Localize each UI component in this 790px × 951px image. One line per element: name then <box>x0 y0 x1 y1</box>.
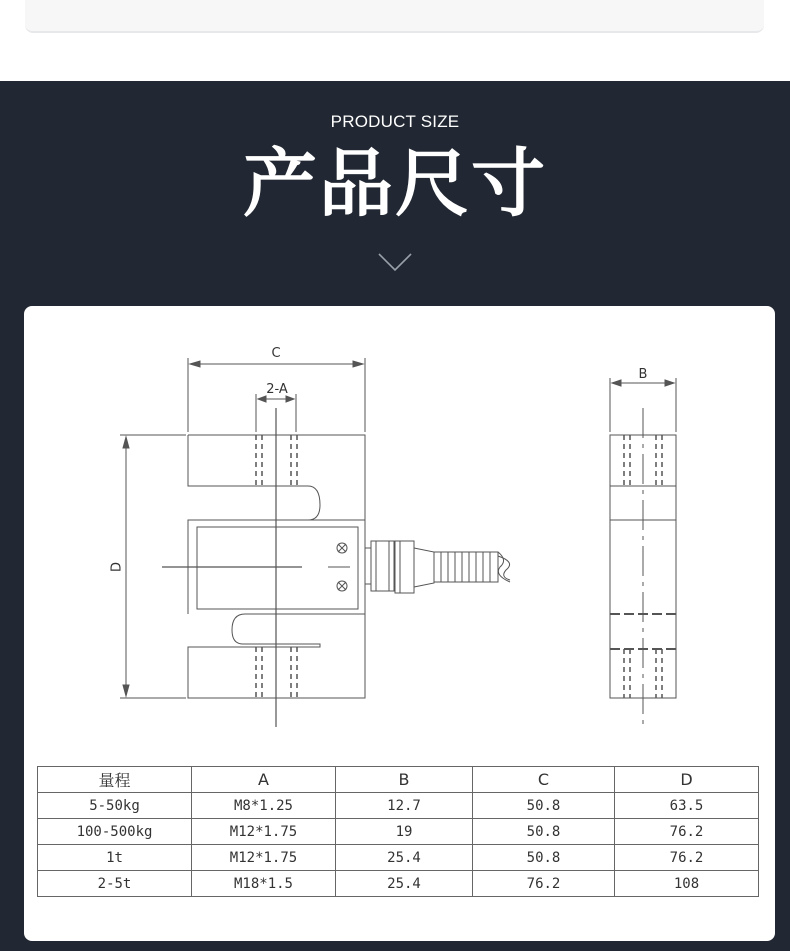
dim-label-b: B <box>638 367 648 382</box>
cell-d: 76.2 <box>615 819 759 845</box>
table-row <box>38 793 759 819</box>
cell-b: 25.4 <box>336 845 473 871</box>
table-row <box>38 819 759 845</box>
cell-a: M8*1.25 <box>192 793 336 819</box>
cell-d: 76.2 <box>615 845 759 871</box>
header-c: C <box>473 767 615 793</box>
cell-d: 63.5 <box>615 793 759 819</box>
cell-c: 50.8 <box>473 845 615 871</box>
table-row <box>38 871 759 897</box>
spec-table <box>37 766 759 897</box>
cell-b: 25.4 <box>336 871 473 897</box>
cell-range: 1t <box>38 845 192 871</box>
header-range: 量程 <box>38 767 192 793</box>
cell-range: 5-50kg <box>38 793 192 819</box>
header-a: A <box>192 767 336 793</box>
cell-c: 50.8 <box>473 793 615 819</box>
section-subtitle: PRODUCT SIZE <box>330 112 460 131</box>
cell-d: 108 <box>615 871 759 897</box>
section-title: 产品尺寸 <box>243 141 547 227</box>
cell-a: M12*1.75 <box>192 845 336 871</box>
cell-b: 19 <box>336 819 473 845</box>
cell-range: 100-500kg <box>38 819 192 845</box>
table-header-row <box>38 767 759 793</box>
dim-label-c: C <box>271 346 281 361</box>
cell-range: 2-5t <box>38 871 192 897</box>
table-row <box>38 845 759 871</box>
cell-b: 12.7 <box>336 793 473 819</box>
header-b: B <box>336 767 473 793</box>
cell-a: M12*1.75 <box>192 819 336 845</box>
dim-label-d: D <box>109 561 125 573</box>
header-d: D <box>615 767 759 793</box>
cell-a: M18*1.5 <box>192 871 336 897</box>
cell-c: 50.8 <box>473 819 615 845</box>
cell-c: 76.2 <box>473 871 615 897</box>
dim-label-2a: 2-A <box>266 382 288 397</box>
